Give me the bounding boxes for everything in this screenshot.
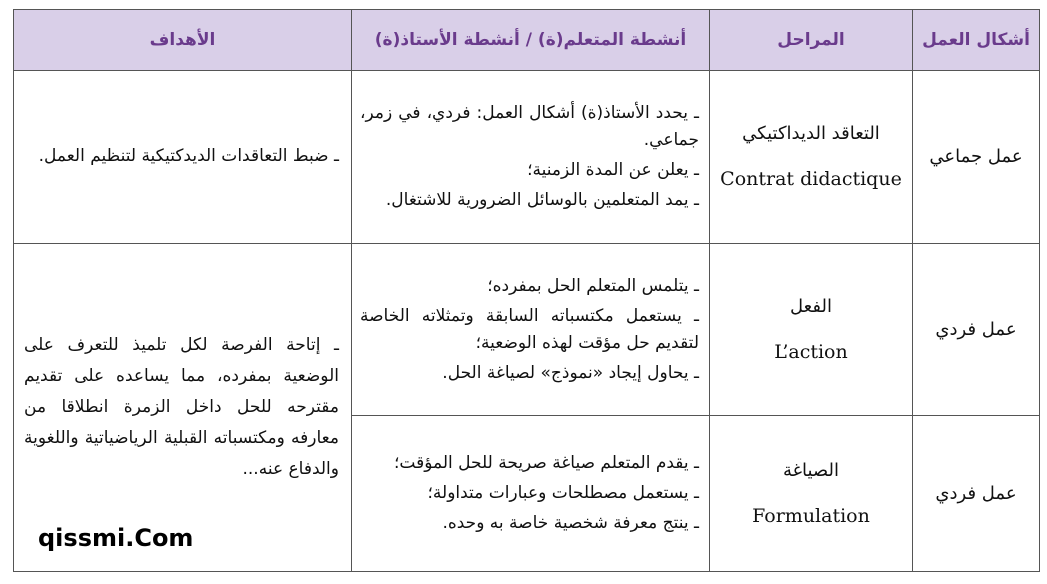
header-stages: المراحل [710, 10, 913, 71]
activities-cell [352, 416, 710, 572]
goal-cell [14, 243, 352, 571]
activity-item: ـ يمد المتعلمين بالوسائل الضرورية للاشتغال. [385, 189, 699, 210]
activity-item: ـ يحاول إيجاد «نموذج» لصياغة الحل. [442, 362, 699, 383]
stage-name-ar: الفعل [790, 296, 832, 318]
work-form-cell: عمل فردي [913, 416, 1040, 572]
watermark-text: qissmi.Com [38, 524, 194, 552]
activity-item: ـ يتلمس المتعلم الحل بمفرده؛ [487, 275, 699, 296]
stage-name-ar: الصياغة [782, 460, 840, 482]
stage-name-fr: Formulation [752, 505, 870, 528]
activities-cell [352, 71, 710, 244]
activity-item: ـ يحدد الأستاذ(ة) أشكال العمل: فردي، في زمر، جماعي. [360, 102, 699, 150]
header-goals: الأهداف [14, 10, 352, 71]
stage-cell [710, 71, 913, 244]
header-forms: أشكال العمل [913, 10, 1040, 71]
activity-item: ـ يستعمل مصطلحات وعبارات متداولة؛ [427, 483, 699, 504]
stage-cell [710, 416, 913, 572]
stage-name-ar: التعاقد الديداكتيكي [742, 123, 880, 145]
goal-text: ـ إتاحة الفرصة لكل تلميذ للتعرف على الوضعية بمفرده، مما يساعده على تقديم مقترحه للحل داخل الزمرة انطلاقا من معارفه ومكتسباته القبلية الرياضياتية واللغوية والدفاع عنه... [24, 334, 339, 479]
activity-item: ـ يعلن عن المدة الزمنية؛ [527, 159, 699, 180]
header-activities: أنشطة المتعلم(ة) / أنشطة الأستاذ(ة) [352, 10, 710, 71]
header-row [14, 10, 1040, 71]
work-form-cell: عمل فردي [913, 243, 1040, 416]
lesson-table [13, 9, 1040, 572]
activity-item: ـ يستعمل مكتسباته السابقة وتمثلاته الخاصة لتقديم حل مؤقت لهذه الوضعية؛ [360, 305, 699, 353]
activity-item: ـ يقدم المتعلم صياغة صريحة للحل المؤقت؛ [394, 453, 699, 474]
activity-item: ـ ينتج معرفة شخصية خاصة به وحده. [442, 513, 699, 534]
stage-name-fr: L’action [774, 341, 848, 364]
goal-text: ـ ضبط التعاقدات الديدكتيكية لتنظيم العمل. [38, 146, 339, 167]
goal-cell [14, 71, 352, 244]
work-form-cell: عمل جماعي [913, 71, 1040, 244]
table-row [14, 71, 1040, 244]
stage-cell [710, 243, 913, 416]
stage-name-fr: Contrat didactique [720, 168, 902, 191]
activities-cell [352, 243, 710, 416]
table-row [14, 243, 1040, 416]
